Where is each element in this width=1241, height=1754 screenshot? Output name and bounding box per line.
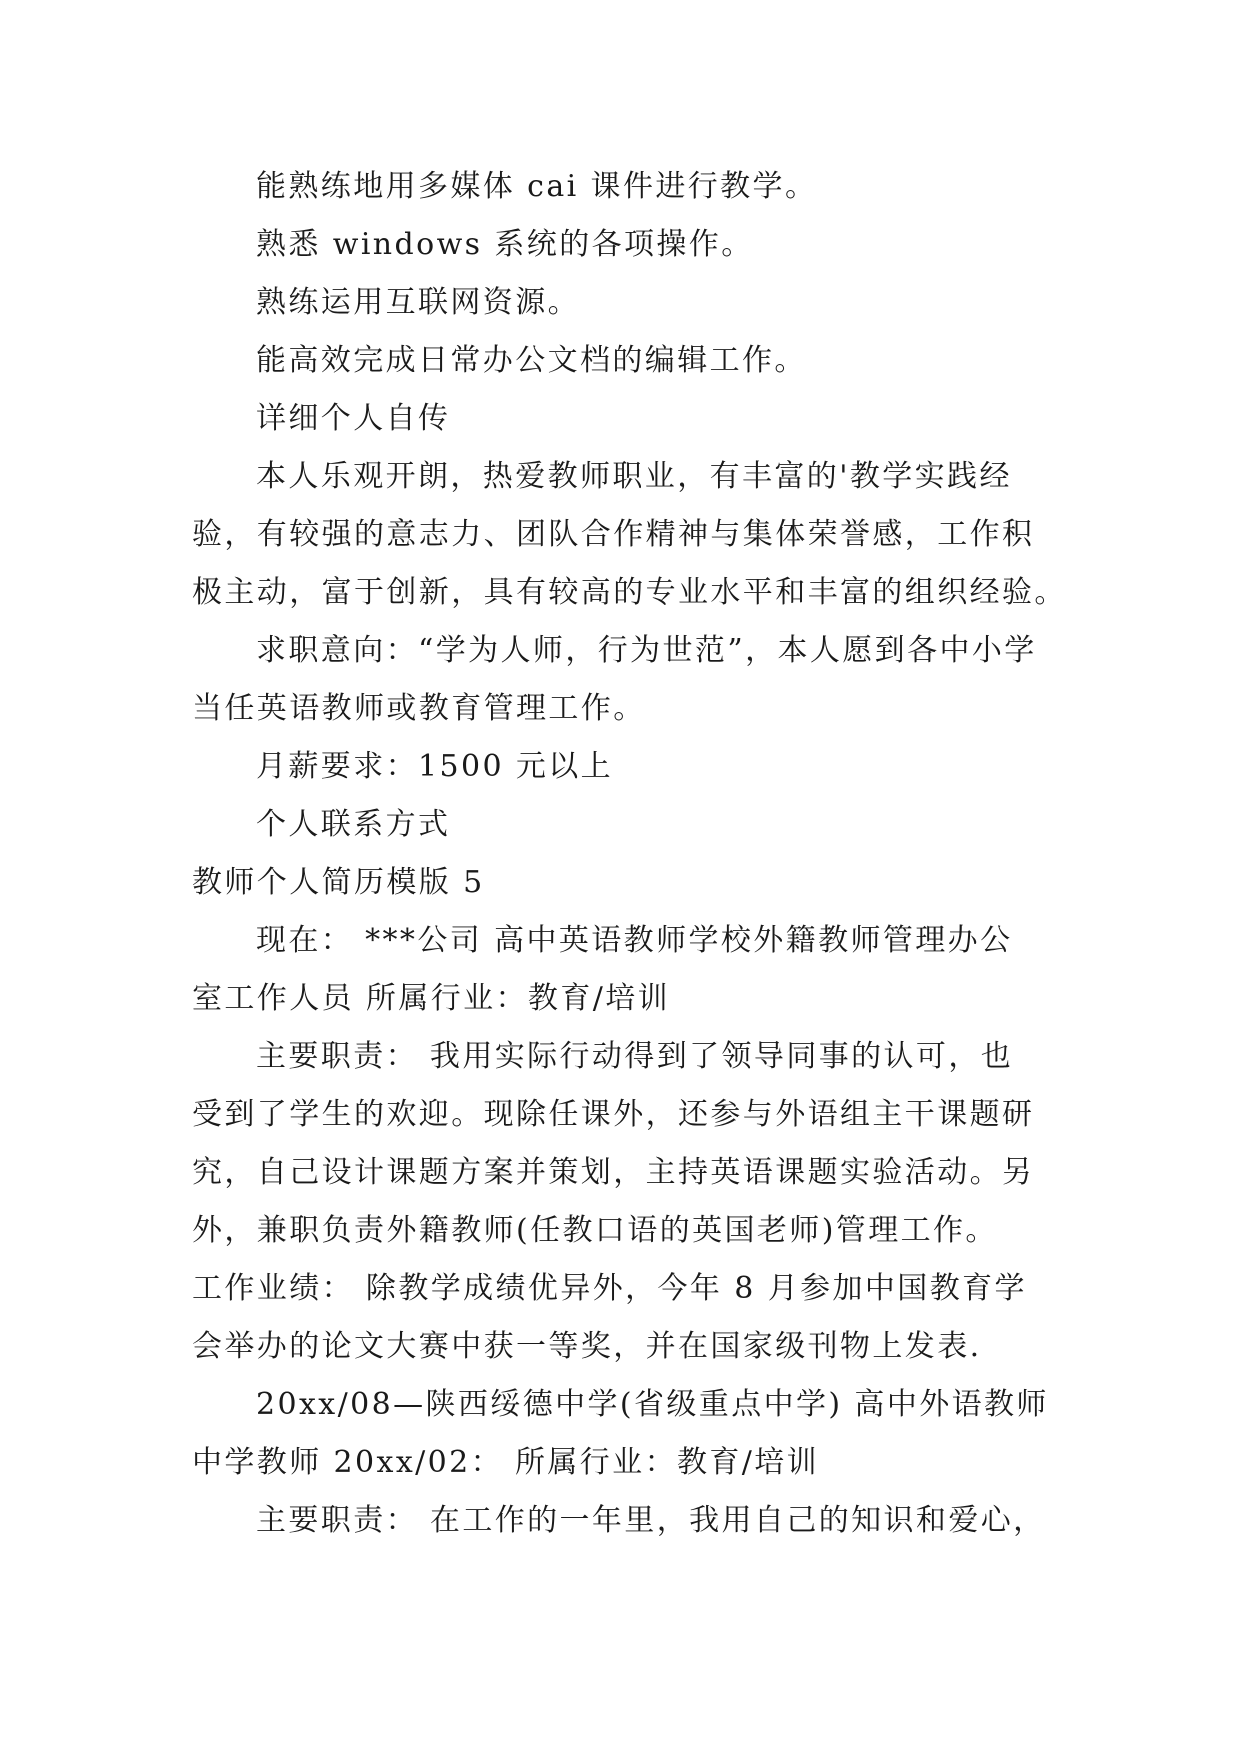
text-line: 能熟练地用多媒体 cai 课件进行教学。 bbox=[256, 169, 818, 204]
text-line: 20xx/08—陕西绥德中学(省级重点中学) 高中外语教师 bbox=[256, 1387, 1049, 1422]
text-line: 受到了学生的欢迎。现除任课外，还参与外语组主干课题研 bbox=[192, 1097, 1035, 1132]
text-line: 本人乐观开朗，热爱教师职业，有丰富的'教学实践经 bbox=[256, 459, 1012, 494]
text-line: 极主动，富于创新，具有较高的专业水平和丰富的组织经验。 bbox=[192, 575, 1067, 610]
text-line: 验，有较强的意志力、团队合作精神与集体荣誉感，工作积 bbox=[192, 517, 1035, 552]
document-body bbox=[192, 158, 1067, 1550]
text-line: 工作业绩： 除教学成绩优异外，今年 8 月参加中国教育学 bbox=[192, 1271, 1027, 1306]
text-line: 中学教师 20xx/02： 所属行业：教育/培训 bbox=[192, 1445, 820, 1480]
section-heading: 详细个人自传 bbox=[256, 401, 451, 436]
text-line: 究，自己设计课题方案并策划，主持英语课题实验活动。另 bbox=[192, 1155, 1035, 1190]
text-line: 熟练运用互联网资源。 bbox=[256, 285, 580, 320]
text-line: 主要职责： 在工作的一年里，我用自己的知识和爱心， bbox=[256, 1503, 1046, 1538]
text-line: 月薪要求：1500 元以上 bbox=[256, 749, 614, 784]
text-line: 会举办的论文大赛中获一等奖，并在国家级刊物上发表. bbox=[192, 1329, 982, 1364]
text-line: 现在： ***公司 高中英语教师学校外籍教师管理办公 bbox=[256, 923, 1013, 958]
document-subtitle: 教师个人简历模版 5 bbox=[192, 865, 485, 900]
text-line: 当任英语教师或教育管理工作。 bbox=[192, 691, 646, 726]
section-heading: 个人联系方式 bbox=[256, 807, 451, 842]
text-line: 熟悉 windows 系统的各项操作。 bbox=[256, 227, 754, 262]
text-line: 室工作人员 所属行业：教育/培训 bbox=[192, 981, 671, 1016]
text-line: 外，兼职负责外籍教师(任教口语的英国老师)管理工作。 bbox=[192, 1213, 998, 1248]
text-line: 能高效完成日常办公文档的编辑工作。 bbox=[256, 343, 807, 378]
text-line: 主要职责： 我用实际行动得到了领导同事的认可，也 bbox=[256, 1039, 1014, 1074]
text-line: 求职意向：“学为人师，行为世范”，本人愿到各中小学 bbox=[256, 633, 1037, 668]
